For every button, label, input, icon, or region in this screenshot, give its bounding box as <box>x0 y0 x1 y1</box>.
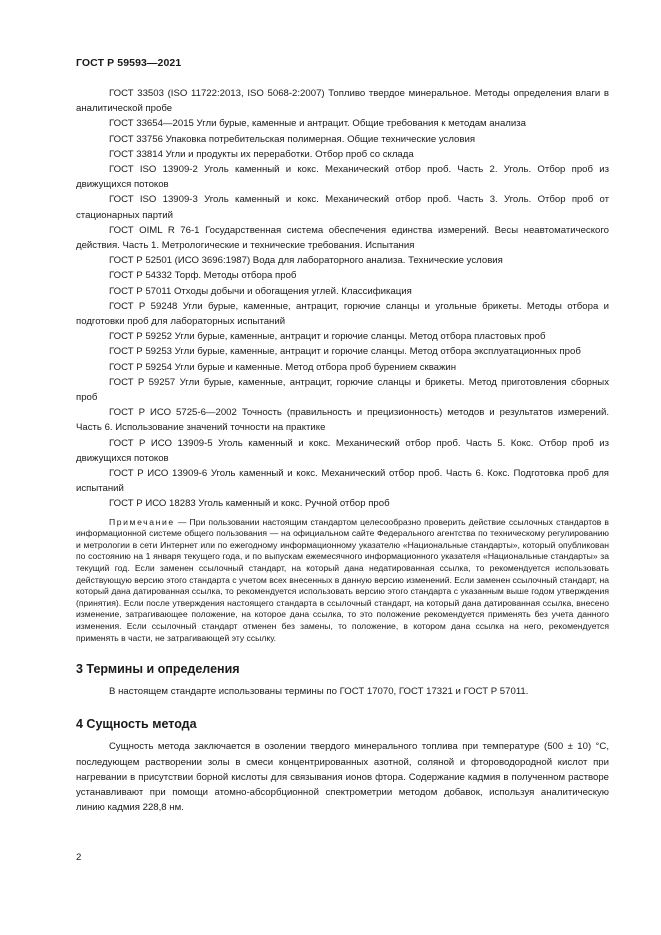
section-3-text: В настоящем стандарте использованы термины по ГОСТ 17070, ГОСТ 17321 и ГОСТ Р 57011. <box>109 686 529 698</box>
reference-item: ГОСТ Р 59253 Угли бурые, каменные, антрацит и горючие сланцы. Метод отбора эксплуатационных проб <box>109 346 581 358</box>
reference-item: ГОСТ 33654—2015 Угли бурые, каменные и антрацит. Общие требования к методам анализа <box>109 118 526 130</box>
reference-item: ГОСТ ISO 13909-2 Уголь каменный и кокс. Механический отбор проб. Часть 2. Уголь. Отбор проб из движущихся потоков <box>76 164 609 191</box>
reference-item: ГОСТ Р 59252 Угли бурые, каменные, антрацит и горючие сланцы. Метод отбора пластовых проб <box>109 331 546 343</box>
reference-item: ГОСТ Р ИСО 13909-6 Уголь каменный и кокс. Механический отбор проб. Часть 6. Кокс. Подготовка проб для испытаний <box>76 468 609 495</box>
page-content <box>76 86 609 815</box>
reference-item: ГОСТ Р ИСО 5725-6—2002 Точность (правильность и прецизионность) методов и результатов измерений. Часть 6. Использование значений точности на практике <box>76 407 609 434</box>
section-4-heading: 4 Сущность метода <box>76 717 197 732</box>
reference-item: ГОСТ ISO 13909-3 Уголь каменный и кокс. Механический отбор проб. Часть 3. Уголь. Отбор проб от стационарных партий <box>76 194 609 221</box>
reference-item: ГОСТ OIML R 76-1 Государственная система обеспечения единства измерений. Весы неавтоматического действия. Часть 1. Метрологические и технические требования. Испытания <box>76 224 609 252</box>
reference-item: ГОСТ Р 52501 (ИСО 3696:1987) Вода для лабораторного анализа. Технические условия <box>109 255 503 267</box>
reference-item: ГОСТ Р 57011 Отходы добычи и обогащения углей. Классификация <box>109 285 412 297</box>
reference-item: ГОСТ Р ИСО 18283 Уголь каменный и кокс. Ручной отбор проб <box>109 498 390 510</box>
note-label: Примечание <box>109 516 175 527</box>
normative-references-list <box>76 86 609 512</box>
reference-item: ГОСТ Р 59257 Угли бурые, каменные, антрацит, горючие сланцы и брикеты. Метод приготовления сборных проб <box>76 376 609 404</box>
reference-item: ГОСТ Р 59248 Угли бурые, каменные, антрацит, горючие сланцы и угольные брикеты. Методы отбора и подготовки проб для лабораторных испытаний <box>76 300 609 328</box>
section-4-text: Сущность метода заключается в озолении твердого минерального топлива при температуре (500 ± 10) °С, последующем растворении золы в смеси концентрированных азотной, соляной и фтороводородной кислот при нагревании в присутствии борной кислоты для связывания ионов фтора. Содержание кадмия в полученном растворе устанавливают при помощи атомно-абсорбционной спектрометрии методом добавок, используя аналитическую линию кадмия 228,8 нм. <box>76 741 609 814</box>
reference-item: ГОСТ Р ИСО 13909-5 Уголь каменный и кокс. Механический отбор проб. Часть 5. Кокс. Отбор проб из движущихся потоков <box>76 437 609 464</box>
page-number: 2 <box>76 852 82 863</box>
reference-item: ГОСТ 33503 (ISO 11722:2013, ISO 5068-2:2007) Топливо твердое минеральное. Методы определения влаги в аналитической пробе <box>76 88 609 115</box>
reference-item: ГОСТ Р 59254 Угли бурые и каменные. Метод отбора проб бурением скважин <box>109 361 457 373</box>
reference-item: ГОСТ Р 54332 Торф. Методы отбора проб <box>109 270 297 282</box>
note-text: — При пользовании настоящим стандартом целесообразно проверить действие ссылочных стандартов в информационной системе общего пользования — на официальном сайте Федерального агентства по техническому регулированию и метрологии в сети Интернет или по ежегодному информационному указателю «Национальные стандарты», который опубликован по состоянию на 1 января текущего года, и по выпускам ежемесячного информационного указателя «Национальные стандарты» за текущий год. Если заменен ссылочный стандарт, на который дана недатированная ссылка, то рекомендуется использовать действующую версию этого стандарта с учетом всех внесенных в данную версию изменений. Если заменен ссылочный стандарт, на который дана датированная ссылка, то рекомендуется использовать версию этого стандарта с указанным выше годом утверждения (принятия). Если после утверждения настоящего стандарта в ссылочный стандарт, на который дана датированная ссылка, внесено изменение, затрагивающее положение, на которое дана ссылка, то это положение рекомендуется применять без учета данного изменения. Если ссылочный стандарт отменен без замены, то положение, в котором дана ссылка на него, рекомендуется применять в части, не затрагивающей эту ссылку. <box>76 516 609 643</box>
document-code-header: ГОСТ Р 59593—2021 <box>76 57 182 69</box>
note-paragraph <box>76 517 609 645</box>
reference-item: ГОСТ 33756 Упаковка потребительская полимерная. Общие технические условия <box>109 133 476 145</box>
section-3-heading: 3 Термины и определения <box>76 662 240 677</box>
reference-item: ГОСТ 33814 Угли и продукты их переработки. Отбор проб со склада <box>109 148 414 160</box>
